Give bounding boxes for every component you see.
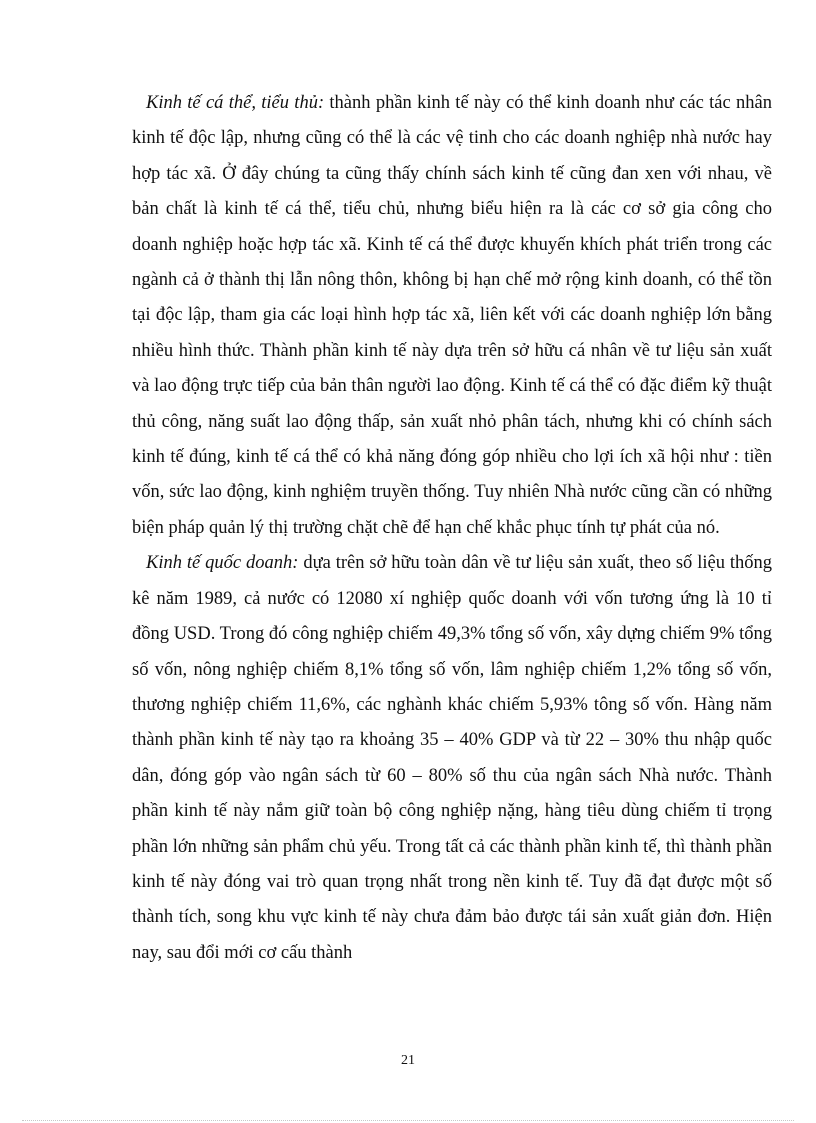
paragraph-body: thành phần kinh tế này có thể kinh doanh như các tác nhân kinh tế độc lập, nhưng cũng có thể là các vệ tinh cho các doanh nghiệp nhà nước hay hợp tác xã. Ở đây chúng ta cũng thấy chính sách kinh tế cũng đan xen với nhau, về bản chất là kinh tế cá thể, tiểu chủ, nhưng biểu hiện ra là các cơ sở gia công cho doanh nghiệp hoặc hợp tác xã. Kinh tế cá thể được khuyến khích phát triển trong các ngành cả ở thành thị lẫn nông thôn, không bị hạn chế mở rộng kinh doanh, có thể tồn tại độc lập, tham gia các loại hình hợp tác xã, liên kết với các doanh nghiệp lớn bằng nhiều hình thức. Thành phần kinh tế này dựa trên sở hữu cá nhân về tư liệu sản xuất và lao động trực tiếp của bản thân người lao động. Kinh tế cá thể có đặc điểm kỹ thuật thủ công, năng suất lao động thấp, sản xuất nhỏ phân tách, nhưng khi có chính sách kinh tế đúng, kinh tế cá thể có khả năng đóng góp nhiều cho lợi ích xã hội như : tiền vốn, sức lao động, kinh nghiệm truyền thống. Tuy nhiên Nhà nước cũng cần có những biện pháp quản lý thị trường chặt chẽ để hạn chế khắc phục tính tự phát của nó.	[132, 93, 772, 538]
paragraph-lead-italic: Kinh tế cá thể, tiểu thủ:	[146, 93, 325, 113]
paragraph-state-economy	[132, 546, 772, 971]
paragraph-body: dựa trên sở hữu toàn dân về tư liệu sản xuất, theo số liệu thống kê năm 1989, cả nước có 12080 xí nghiệp quốc doanh với vốn tương ứng là 10 tỉ đồng USD. Trong đó công nghiệp chiếm 49,3% tổng số vốn, xây dựng chiếm 9% tổng số vốn, nông nghiệp chiếm 8,1% tổng số vốn, lâm nghiệp chiếm 1,2% tổng số vốn, thương nghiệp chiếm 11,6%, các nghành khác chiếm 5,93% tông số vốn. Hàng năm thành phần kinh tế này tạo ra khoảng 35 – 40% GDP và từ 22 – 30% thu nhập quốc dân, đóng góp vào ngân sách từ 60 – 80% số thu của ngân sách Nhà nước. Thành phần kinh tế này nắm giữ toàn bộ công nghiệp nặng, hàng tiêu dùng chiếm tỉ trọng phần lớn những sản phẩm chủ yếu. Trong tất cả các thành phần kinh tế, thì thành phần kinh tế này đóng vai trò quan trọng nhất trong nền kinh tế. Tuy đã đạt được một số thành tích, song khu vực kinh tế này chưa đảm bảo được tái sản xuất giản đơn. Hiện nay, sau đổi mới cơ cấu thành	[132, 553, 772, 963]
paragraph-lead-italic: Kinh tế quốc doanh:	[146, 553, 299, 574]
body-text	[132, 86, 772, 971]
page-number: 21	[401, 1053, 415, 1068]
page-bottom-divider	[22, 1120, 794, 1121]
paragraph-individual-economy	[132, 86, 772, 546]
